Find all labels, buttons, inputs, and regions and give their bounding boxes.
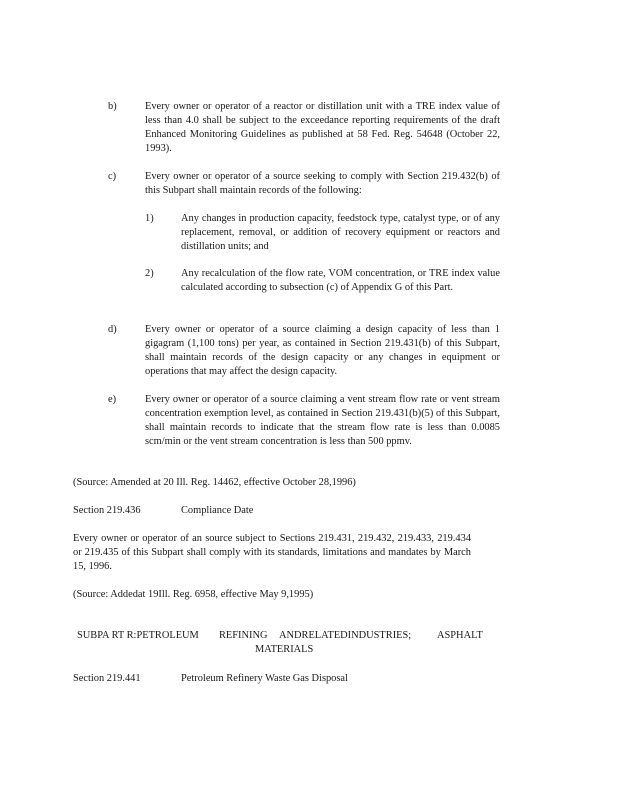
subpart-heading-part: MATERIALS xyxy=(255,644,314,655)
item-label: b) xyxy=(108,101,117,112)
item-text: Every owner or operator of a reactor or distillation unit with a TRE index value of less than 4.0 shall be subject to the exceedance reporting requirements of the draft Enhanced Monitoring Guidelines as published at 58 Fed. Reg. 54648 (October 22, 1993). xyxy=(145,101,500,154)
section-number: Section 219.436 xyxy=(73,505,141,516)
subpart-heading-part: SUBPA RT R:PETROLEUM xyxy=(77,630,199,641)
sub-item-text: Any recalculation of the flow rate, VOM concentration, or TRE index value calculated according to subsection (c) of Appendix G of this Part. xyxy=(181,268,500,293)
source-note: (Source: Addedat 19Ill. Reg. 6958, effective May 9,1995) xyxy=(73,589,314,600)
item-text: Every owner or operator of a source claiming a vent stream flow rate or vent stream concentration exemption level, as contained in Section 219.431(b)(5) of this Subpart, shall maintain records to indicate that the stream flow rate is less than 0.0085 scm/min or the vent stream concentration is less than 500 ppmv. xyxy=(145,394,500,447)
subpart-heading-part: ANDRELATEDINDUSTRIES; xyxy=(279,630,412,641)
section-body: Every owner or operator of an source subject to Sections 219.431, 219.432, 219.433, 219.434 or 219.435 of this Subpart shall comply with its standards, limitations and mandates by March 15, 1996. xyxy=(73,533,471,572)
section-title: Compliance Date xyxy=(181,505,254,516)
subpart-heading-part: ASPHALT xyxy=(437,630,483,641)
item-label: c) xyxy=(108,171,117,182)
section-number: Section 219.441 xyxy=(73,673,141,684)
source-note: (Source: Amended at 20 Ill. Reg. 14462, effective October 28,1996) xyxy=(73,477,356,488)
subpart-heading-part: REFINING xyxy=(219,630,268,641)
sub-item-text: Any changes in production capacity, feedstock type, catalyst type, or of any replacement, removal, or addition of recovery equipment or reactors and distillation units; and xyxy=(181,213,500,252)
item-text: Every owner or operator of a source claiming a design capacity of less than 1 gigagram (1,100 tons) per year, as contained in Section 219.431(b) of this Subpart, shall maintain records of the design capacity or any changes in equipment or operations that may affect the design capacity. xyxy=(145,324,500,377)
section-title: Petroleum Refinery Waste Gas Disposal xyxy=(181,673,348,684)
item-label: e) xyxy=(108,394,117,405)
item-label: d) xyxy=(108,324,117,335)
sub-item-label: 1) xyxy=(145,213,154,224)
sub-item-label: 2) xyxy=(145,268,154,279)
item-text: Every owner or operator of a source seeking to comply with Section 219.432(b) of this Subpart shall maintain records of the following: xyxy=(145,171,500,196)
